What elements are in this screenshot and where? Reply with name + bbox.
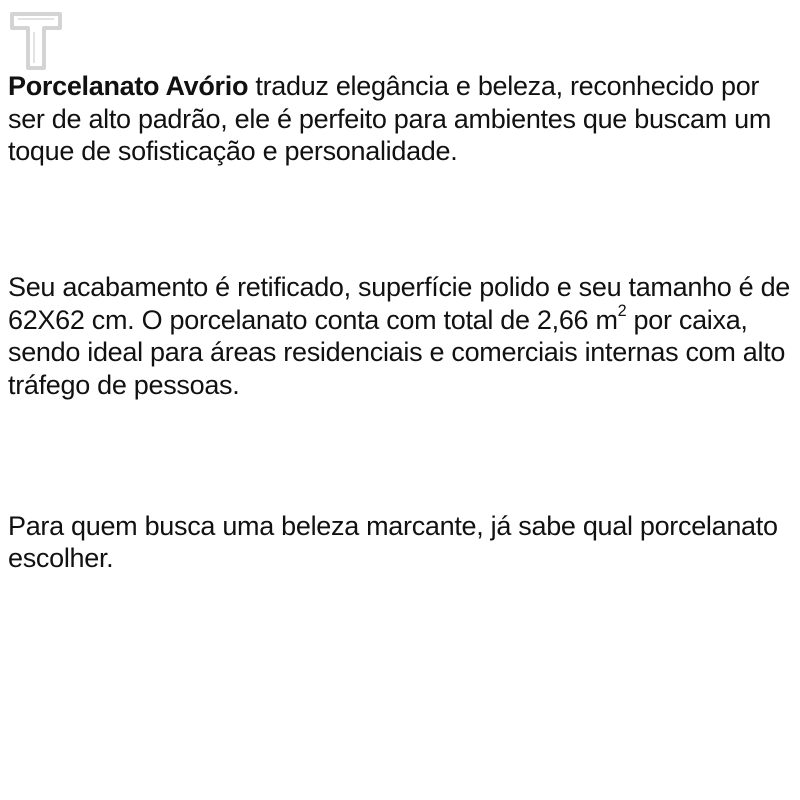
t-logo-svg — [6, 8, 66, 74]
t-logo-icon — [6, 8, 66, 74]
description-paragraph-intro — [8, 70, 792, 168]
closing-text: Para quem busca uma beleza marcante, já sabe qual porcelanato escolher. — [8, 510, 778, 574]
description-paragraph-closing — [8, 510, 792, 575]
product-description — [8, 70, 792, 575]
product-name: Porcelanato Avório — [8, 71, 249, 101]
intro-text: traduz elegância e beleza, reconhecido por ser de alto padrão, ele é perfeito para ambientes que buscam um toque de sofisticação e personalidade. — [8, 71, 772, 167]
description-paragraph-specs — [8, 271, 792, 402]
specs-text-before-unit: Seu acabamento é retificado, superfície polido e seu tamanho é de 62X62 cm. O porcelanato conta com total de 2,66 m — [8, 271, 791, 335]
specs-text-after-unit: por caixa, sendo ideal para áreas residenciais e comerciais internas com alto tráfego de pessoas. — [8, 304, 786, 400]
unit-superscript: 2 — [617, 302, 627, 321]
